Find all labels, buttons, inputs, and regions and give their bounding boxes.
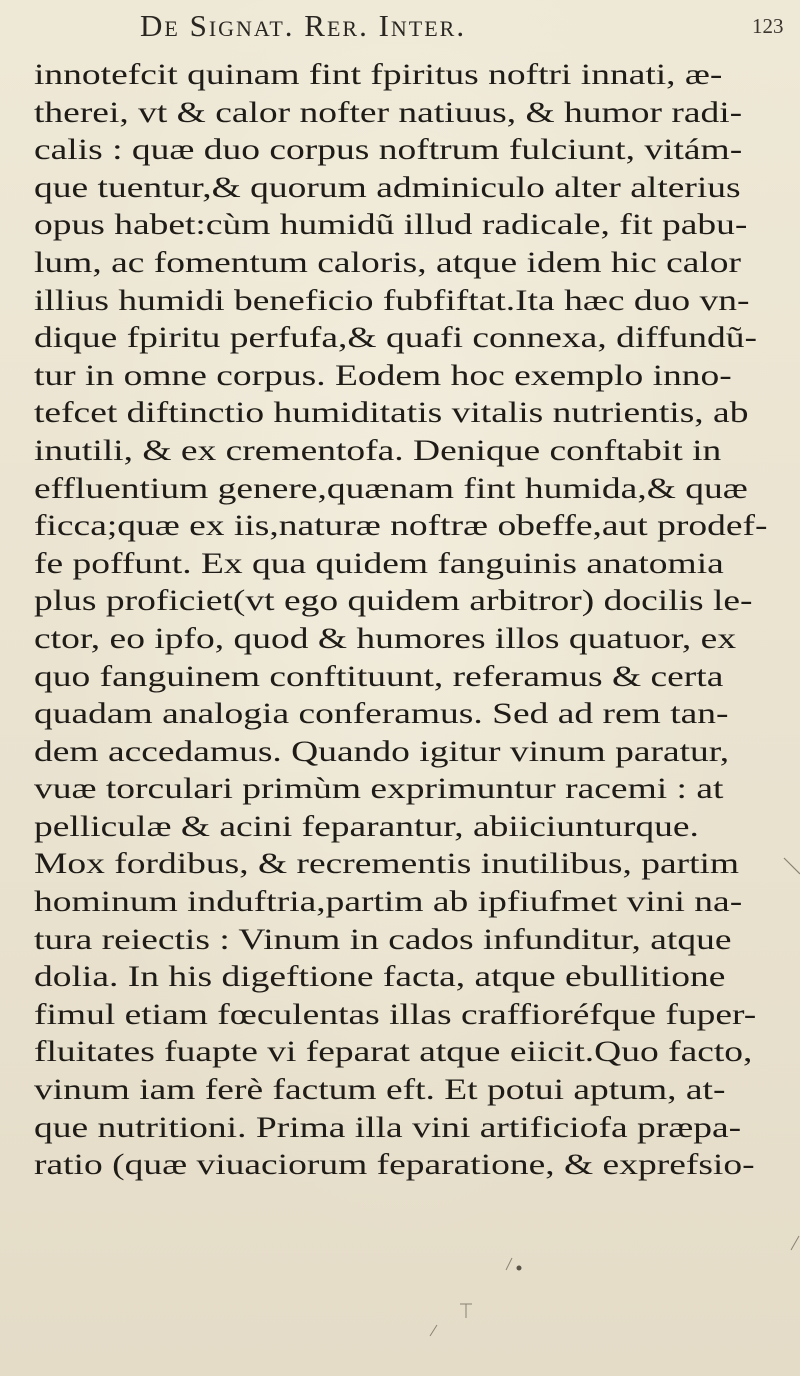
text-line: therei, vt & calor nofter natiuus, & humor radi- xyxy=(34,95,743,129)
text-line: fe poffunt. Ex qua quidem fanguinis anatomia xyxy=(34,546,724,580)
text-line: ctor, eo ipfo, quod & humores illos quatuor, ex xyxy=(34,621,737,655)
text-line: fimul etiam fœculentas illas craffioréfque fuper- xyxy=(34,997,757,1031)
text-line: que tuentur,& quorum adminiculo alter alterius xyxy=(34,170,741,204)
text-line: pelliculæ & acini feparantur, abiiciunturque. xyxy=(34,809,699,843)
text-line: que nutritioni. Prima illa vini artificiofa præpa- xyxy=(34,1110,742,1144)
text-line: innotefcit quinam fint fpiritus noftri innati, æ- xyxy=(34,58,723,91)
text-line: ficca;quæ ex iis,naturæ noftræ obeffe,aut prodef- xyxy=(34,509,768,543)
text-line: hominum induftria,partim ab ipfiufmet vini na- xyxy=(34,885,743,919)
text-line: effluentium genere,quænam fint humida,& quæ xyxy=(34,471,748,505)
text-line: illius humidi beneficio fubfiftat.Ita hæc duo vn- xyxy=(34,283,750,317)
text-line: vinum iam ferè factum eft. Et potui aptum, at- xyxy=(34,1073,726,1107)
running-header xyxy=(0,6,800,50)
text-line: calis : quæ duo corpus noftrum fulciunt, vitám- xyxy=(34,133,743,167)
page-number: 123 xyxy=(752,14,784,38)
header-title: De Signat. Rer. Inter. xyxy=(140,8,467,43)
text-line: tur in omne corpus. Eodem hoc exemplo inno- xyxy=(34,358,732,392)
text-line: tura reiectis : Vinum in cados infunditur, atque xyxy=(34,922,732,956)
text-line: dem accedamus. Quando igitur vinum paratur, xyxy=(34,734,730,768)
text-line: dique fpiritu perfufa,& quafi connexa, diffundũ- xyxy=(34,321,758,355)
ink-spot xyxy=(517,1266,522,1271)
text-line: opus habet:cùm humidũ illud radicale, fit pabu- xyxy=(34,208,748,242)
body-text xyxy=(34,56,794,1184)
text-line: quadam analogia conferamus. Sed ad rem tan- xyxy=(34,697,729,731)
text-line: vuæ torculari primùm exprimuntur racemi : at xyxy=(34,772,724,806)
ink-stroke xyxy=(506,1258,512,1270)
ink-stroke xyxy=(791,1236,799,1250)
text-line: plus proficiet(vt ego quidem arbitror) docilis le- xyxy=(34,584,753,618)
text-line: inutili, & ex crementofa. Denique conftabit in xyxy=(34,433,722,467)
text-line: quo fanguinem conftituunt, referamus & certa xyxy=(34,659,724,693)
text-line: fluitates fuapte vi feparat atque eiicit.Quo facto, xyxy=(34,1035,753,1069)
text-line: Mox fordibus, & recrementis inutilibus, partim xyxy=(34,847,740,881)
text-line: tefcet diftinctio humiditatis vitalis nutrientis, ab xyxy=(34,396,749,430)
text-line: lum, ac fomentum caloris, atque idem hic calor xyxy=(34,245,742,279)
ink-stroke xyxy=(430,1325,437,1336)
text-line: dolia. In his digeftione facta, atque ebullitione xyxy=(34,960,726,994)
text-line: ratio (quæ viuaciorum feparatione, & exprefsio- xyxy=(34,1148,755,1182)
